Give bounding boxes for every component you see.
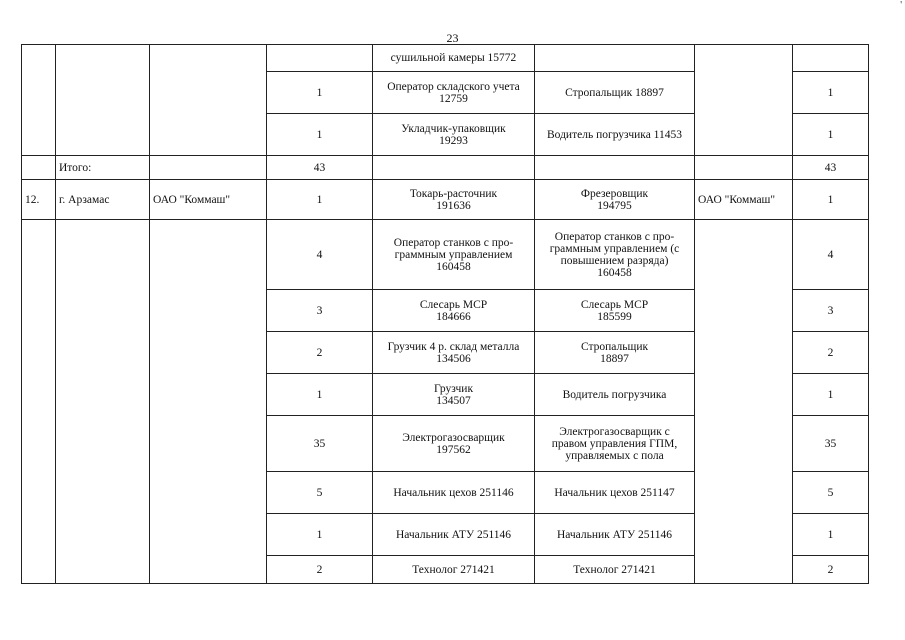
from-profession-cell xyxy=(373,156,535,180)
city: г. Арзамас xyxy=(56,180,150,220)
personnel-table xyxy=(21,44,869,584)
right-total-count: 43 xyxy=(793,156,869,180)
row-number: 12. xyxy=(22,180,56,220)
right-count-cell: 1 xyxy=(793,514,869,556)
to-profession-cell: Начальник цехов 251147 xyxy=(535,472,695,514)
to-profession-cell: Электрогазосварщик с правом управления ГПМ, управляемых с пола xyxy=(535,416,695,472)
row-number-cell xyxy=(22,45,56,156)
from-profession-cell: Оператор складского учета 12759 xyxy=(373,72,535,114)
total-label: Итого: xyxy=(56,156,150,180)
to-profession-cell: Фрезеровщик 194795 xyxy=(535,180,695,220)
count-cell: 1 xyxy=(267,374,373,416)
table-row xyxy=(22,220,869,290)
row-number-cell xyxy=(22,220,56,584)
total-row xyxy=(22,156,869,180)
to-profession-cell: Технолог 271421 xyxy=(535,556,695,584)
page-number: 23 xyxy=(446,31,459,45)
city-cell xyxy=(56,45,150,156)
organization: ОАО "Коммаш" xyxy=(150,180,267,220)
to-profession-cell xyxy=(535,156,695,180)
right-count-cell: 1 xyxy=(793,374,869,416)
from-profession-cell: Начальник цехов 251146 xyxy=(373,472,535,514)
organization-cell xyxy=(150,45,267,156)
organization-cell xyxy=(150,156,267,180)
table-row xyxy=(22,180,869,220)
organization-cell xyxy=(150,220,267,584)
from-profession-cell: Слесарь МСР 184666 xyxy=(373,290,535,332)
organization2: ОАО "Коммаш" xyxy=(695,180,793,220)
count-cell: 1 xyxy=(267,514,373,556)
right-count-cell: 1 xyxy=(793,180,869,220)
to-profession-cell: Оператор станков с про- граммным управлением (с повышением разряда) 160458 xyxy=(535,220,695,290)
organization2-cell xyxy=(695,45,793,156)
right-count-cell: 5 xyxy=(793,472,869,514)
to-profession-cell xyxy=(535,45,695,72)
from-profession-cell: Укладчик-упаковщик 19293 xyxy=(373,114,535,156)
to-profession-cell: Водитель погрузчика xyxy=(535,374,695,416)
right-count-cell: 4 xyxy=(793,220,869,290)
from-profession-cell: сушильной камеры 15772 xyxy=(373,45,535,72)
from-profession-cell: Грузчик 134507 xyxy=(373,374,535,416)
to-profession-cell: Стропальщик 18897 xyxy=(535,332,695,374)
from-profession-cell: Электрогазосварщик 197562 xyxy=(373,416,535,472)
city-cell xyxy=(56,220,150,584)
to-profession-cell: Начальник АТУ 251146 xyxy=(535,514,695,556)
count-cell: 1 xyxy=(267,180,373,220)
count-cell xyxy=(267,45,373,72)
count-cell: 5 xyxy=(267,472,373,514)
right-count-cell: 35 xyxy=(793,416,869,472)
count-cell: 3 xyxy=(267,290,373,332)
from-profession-cell: Начальник АТУ 251146 xyxy=(373,514,535,556)
from-profession-cell: Токарь-расточник 191636 xyxy=(373,180,535,220)
to-profession-cell: Стропальщик 18897 xyxy=(535,72,695,114)
organization2-cell xyxy=(695,156,793,180)
from-profession-cell: Технолог 271421 xyxy=(373,556,535,584)
right-count-cell: 2 xyxy=(793,556,869,584)
row-number-cell xyxy=(22,156,56,180)
right-count-cell: 1 xyxy=(793,72,869,114)
count-cell: 4 xyxy=(267,220,373,290)
to-profession-cell: Водитель погрузчика 11453 xyxy=(535,114,695,156)
total-count: 43 xyxy=(267,156,373,180)
stray-mark: ' xyxy=(900,0,902,11)
to-profession-cell: Слесарь МСР 185599 xyxy=(535,290,695,332)
right-count-cell xyxy=(793,45,869,72)
count-cell: 35 xyxy=(267,416,373,472)
organization2-cell xyxy=(695,220,793,584)
from-profession-cell: Грузчик 4 р. склад металла 134506 xyxy=(373,332,535,374)
right-count-cell: 1 xyxy=(793,114,869,156)
count-cell: 2 xyxy=(267,556,373,584)
count-cell: 1 xyxy=(267,72,373,114)
count-cell: 1 xyxy=(267,114,373,156)
right-count-cell: 3 xyxy=(793,290,869,332)
count-cell: 2 xyxy=(267,332,373,374)
table-row xyxy=(22,45,869,72)
from-profession-cell: Оператор станков с про- граммным управлением 160458 xyxy=(373,220,535,290)
right-count-cell: 2 xyxy=(793,332,869,374)
